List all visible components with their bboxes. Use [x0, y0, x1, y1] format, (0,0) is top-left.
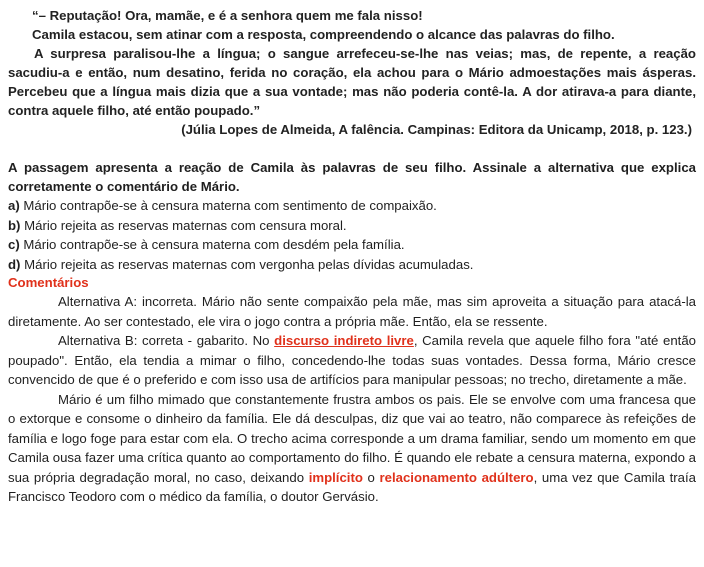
- alternative-text: Mário contrapõe-se à censura materna com sentimento de compaixão.: [23, 198, 437, 213]
- highlight-implicito: implícito: [308, 469, 363, 485]
- quote-paragraph: A surpresa paralisou-lhe a língua; o sangue arrefeceu-se-lhe nas veias; mas, de repente, a reação sacudiu-a e então, num desatino, ferida no coração, ela achou para o Mário admoestações mais ásperas. Percebeu que a língua mais dizia que a sua vontade; mas não poderia contê-la. A dor atirava-a para diante, contra aquele filho, até então poupado.”: [8, 46, 696, 118]
- quote-line-2: Camila estacou, sem atinar com a resposta, compreendendo o alcance das palavras do filho.: [32, 27, 615, 42]
- alternative-text: Mário rejeita as reservas maternas com censura moral.: [24, 217, 347, 233]
- alternative-b: [8, 216, 696, 236]
- question-text: A passagem apresenta a reação de Camila às palavras de seu filho. Assinale a alternativa que explica corretamente o comentário de Mário.: [8, 160, 696, 194]
- comment-paragraph-1: Alternativa A: incorreta. Mário não sente compaixão pela mãe, mas sim aproveita a situação para atacá-la diretamente. Ao ser contestado, ele vira o jogo contra a própria mãe. Então, ela se ressente.: [8, 294, 696, 329]
- highlight-relacionamento-adultero: relacionamento adúltero: [379, 469, 534, 485]
- citation: (Júlia Lopes de Almeida, A falência. Campinas: Editora da Unicamp, 2018, p. 123.): [181, 122, 692, 137]
- comment-paragraph-2: Alternativa B: correta - gabarito. No discurso indireto livre, Camila revela que aquele filho fora "até então poupado". Então, ela tendia a mimar o filho, concedendo-lhe todas suas vontades. Dessa forma, Mário cresce convencido de que é o preferido e com isso usa de artifícios para manipular pessoas; no trecho, diretamente a mãe.: [8, 333, 696, 387]
- comments-heading: Comentários: [8, 275, 89, 290]
- quote-block: [8, 6, 696, 139]
- alternative-d: [8, 255, 696, 275]
- alternatives-list: [8, 196, 696, 274]
- highlight-discurso-indireto-livre: discurso indireto livre: [274, 333, 414, 348]
- alternative-c: [8, 235, 696, 255]
- comment-paragraph-3: Mário é um filho mimado que constantemente frustra ambos os pais. Ele se envolve com uma francesa que o extorque e consome o dinheiro da família. Ele dá desculpas, diz que vai ao teatro, não comparece às refeições de família e logo foge para estar com ela. O trecho acima corresponde a um drama familiar, sendo um momento em que Camila ousa fazer uma crítica quanto ao comportamento do filho. É quando ele rebate a censura materna, expondo a sua própria degradação moral, no caso, deixando implícito o relacionamento adúltero, uma vez que Camila traía Francisco Teodoro com o médico da família, o doutor Gervásio.: [8, 391, 696, 504]
- alternative-text: Mário rejeita as reservas maternas com vergonha pelas dívidas acumuladas.: [24, 256, 474, 272]
- alternative-letter: d): [8, 256, 21, 272]
- comments-block: [8, 292, 696, 507]
- alternative-letter: a): [8, 198, 20, 213]
- quote-line-1: “– Reputação! Ora, mamãe, e é a senhora quem me fala nisso!: [32, 8, 423, 23]
- alternative-a: [8, 196, 696, 216]
- alternative-letter: b): [8, 217, 21, 233]
- alternative-text: Mário contrapõe-se à censura materna com desdém pela família.: [23, 237, 405, 252]
- alternative-letter: c): [8, 237, 20, 252]
